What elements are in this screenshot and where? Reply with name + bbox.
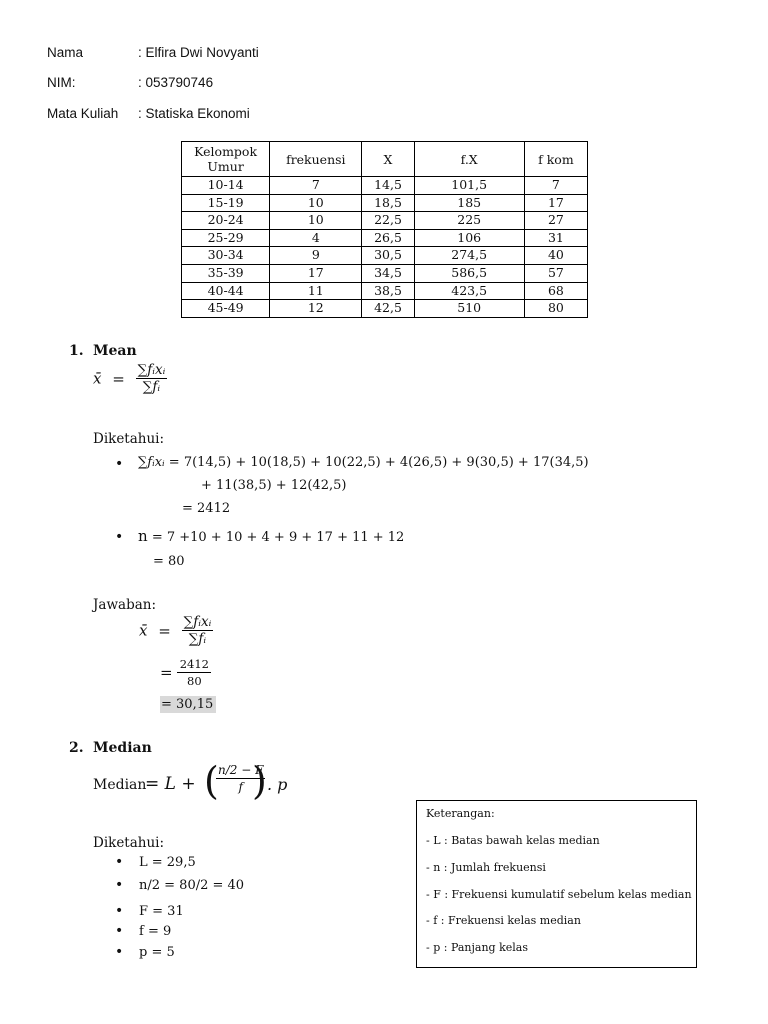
- mean-title: Mean: [93, 343, 137, 359]
- course-label: Mata Kuliah: [47, 106, 119, 121]
- sum-fx-line: [138, 455, 589, 470]
- col-header-fkom: f kom: [524, 142, 587, 177]
- median-formula-tail: . p: [267, 775, 288, 794]
- sum-fx-line2: + 11(38,5) + 12(42,5): [201, 478, 347, 493]
- mean-formula-equals: =: [112, 369, 125, 388]
- mean-answer-step: [160, 656, 211, 689]
- keterangan-item: - n : Jumlah frekuensi: [426, 861, 546, 874]
- table-cell: 586,5: [414, 264, 524, 282]
- median-known-label: Diketahui:: [93, 835, 165, 851]
- median-formula-numerator: n/2 − F: [218, 763, 264, 777]
- col-header-frekuensi: frekuensi: [270, 142, 362, 177]
- table-cell: 17: [524, 194, 587, 212]
- mean-answer-lhs: x̄: [139, 621, 148, 640]
- table-row: [182, 194, 588, 212]
- mean-formula-denominator: ∑fᵢ: [142, 379, 161, 395]
- mean-answer-step-numerator: 2412: [177, 656, 211, 673]
- median-formula-open-paren: (: [204, 759, 219, 803]
- bullet-dot: •: [115, 944, 124, 960]
- nim-value: : 053790746: [138, 75, 214, 90]
- table-cell: 31: [524, 229, 587, 247]
- mean-known-label: Diketahui:: [93, 431, 165, 447]
- keterangan-item: - f : Frekuensi kelas median: [426, 914, 581, 927]
- n-expression: = 7 +10 + 10 + 4 + 9 + 17 + 11 + 12: [151, 530, 405, 545]
- table-cell: 20-24: [182, 212, 270, 230]
- table-cell: 40: [524, 247, 587, 265]
- mean-number: 1.: [69, 343, 84, 359]
- nim-label: NIM:: [47, 75, 76, 90]
- table-cell: 15-19: [182, 194, 270, 212]
- table-cell: 22,5: [362, 212, 414, 230]
- mean-answer-step-fraction: [177, 656, 211, 689]
- table-cell: 18,5: [362, 194, 414, 212]
- median-known-item: p = 5: [139, 945, 175, 960]
- table-cell: 25-29: [182, 229, 270, 247]
- col-header-umur: Umur: [207, 159, 244, 174]
- table-row: [182, 229, 588, 247]
- table-row: [182, 264, 588, 282]
- median-known-item: F = 31: [139, 904, 184, 919]
- table-cell: 30,5: [362, 247, 414, 265]
- mean-answer-numerator: ∑fᵢxᵢ: [183, 614, 212, 630]
- sum-fx-expression: = 7(14,5) + 10(18,5) + 10(22,5) + 4(26,5) + 9(30,5) + 17(34,5): [168, 455, 589, 470]
- mean-answer-denominator: ∑fᵢ: [188, 631, 207, 647]
- table-cell: 11: [270, 282, 362, 300]
- median-known-item: f = 9: [139, 924, 172, 939]
- mean-answer-fraction: [182, 614, 214, 647]
- name-label: Nama: [47, 45, 84, 60]
- n-lhs: n: [138, 527, 148, 545]
- table-cell: 38,5: [362, 282, 414, 300]
- table-cell: 34,5: [362, 264, 414, 282]
- course-value: : Statiska Ekonomi: [138, 106, 250, 121]
- mean-formula-fraction: [136, 362, 168, 395]
- table-cell: 9: [270, 247, 362, 265]
- keterangan-item: - L : Batas bawah kelas median: [426, 834, 600, 847]
- table-row: [182, 247, 588, 265]
- keterangan-title: Keterangan:: [426, 807, 495, 820]
- table-cell: 274,5: [414, 247, 524, 265]
- table-cell: 35-39: [182, 264, 270, 282]
- bullet-dot: •: [115, 456, 124, 472]
- keterangan-box: [416, 800, 697, 968]
- median-number: 2.: [69, 740, 84, 756]
- mean-answer-formula: [139, 614, 213, 647]
- table-cell: 101,5: [414, 177, 524, 195]
- bullet-dot: •: [115, 923, 124, 939]
- n-result: = 80: [153, 554, 185, 569]
- frequency-table: [181, 141, 588, 318]
- table-cell: 45-49: [182, 300, 270, 318]
- table-cell: 42,5: [362, 300, 414, 318]
- table-cell: 57: [524, 264, 587, 282]
- bullet-dot: •: [115, 903, 124, 919]
- table-cell: 10-14: [182, 177, 270, 195]
- bullet-dot: •: [115, 529, 124, 545]
- table-cell: 17: [270, 264, 362, 282]
- table-header-row: [182, 142, 588, 177]
- mean-formula-lhs: x̄: [93, 369, 102, 388]
- table-cell: 10: [270, 194, 362, 212]
- bullet-dot: •: [115, 877, 124, 893]
- table-row: [182, 300, 588, 318]
- median-formula-label: Median: [93, 777, 147, 793]
- table-row: [182, 212, 588, 230]
- median-formula-close-paren: ): [252, 759, 267, 803]
- table-cell: 12: [270, 300, 362, 318]
- table-cell: 7: [524, 177, 587, 195]
- table-cell: 225: [414, 212, 524, 230]
- median-known-item: L = 29,5: [139, 855, 196, 870]
- keterangan-item: - p : Panjang kelas: [426, 941, 528, 954]
- col-header-x: X: [362, 142, 414, 177]
- n-line: [138, 527, 404, 545]
- table-cell: 68: [524, 282, 587, 300]
- table-cell: 27: [524, 212, 587, 230]
- table-cell: 26,5: [362, 229, 414, 247]
- col-header-fx: f.X: [414, 142, 524, 177]
- mean-answer-equals: =: [158, 621, 171, 640]
- median-formula-L: = L +: [145, 774, 196, 794]
- col-header-kelompok: Kelompok: [194, 144, 258, 159]
- table-row: [182, 282, 588, 300]
- table-cell: 40-44: [182, 282, 270, 300]
- table-cell: 10: [270, 212, 362, 230]
- median-formula-denominator: f: [238, 780, 243, 794]
- median-title: Median: [93, 740, 152, 756]
- keterangan-item: - F : Frekuensi kumulatif sebelum kelas median: [426, 888, 692, 901]
- table-row: [182, 177, 588, 195]
- table-cell: 106: [414, 229, 524, 247]
- mean-formula-numerator: ∑fᵢxᵢ: [137, 362, 166, 378]
- name-value: : Elfira Dwi Novyanti: [138, 45, 259, 60]
- sum-fx-result: = 2412: [182, 501, 231, 516]
- table-cell: 423,5: [414, 282, 524, 300]
- bullet-dot: •: [115, 854, 124, 870]
- table-cell: 80: [524, 300, 587, 318]
- mean-answer-step-equals: =: [160, 663, 173, 682]
- table-cell: 14,5: [362, 177, 414, 195]
- median-known-item: n/2 = 80/2 = 40: [139, 878, 245, 893]
- table-cell: 7: [270, 177, 362, 195]
- col-header-kelompok-umur: [182, 142, 270, 177]
- mean-answer-label: Jawaban:: [93, 597, 156, 613]
- table-cell: 510: [414, 300, 524, 318]
- sum-fx-lhs: ∑fᵢxᵢ: [138, 455, 165, 470]
- table-cell: 30-34: [182, 247, 270, 265]
- mean-formula: [93, 362, 167, 395]
- table-cell: 4: [270, 229, 362, 247]
- table-cell: 185: [414, 194, 524, 212]
- mean-result: = 30,15: [160, 696, 216, 713]
- mean-answer-step-denominator: 80: [187, 674, 202, 688]
